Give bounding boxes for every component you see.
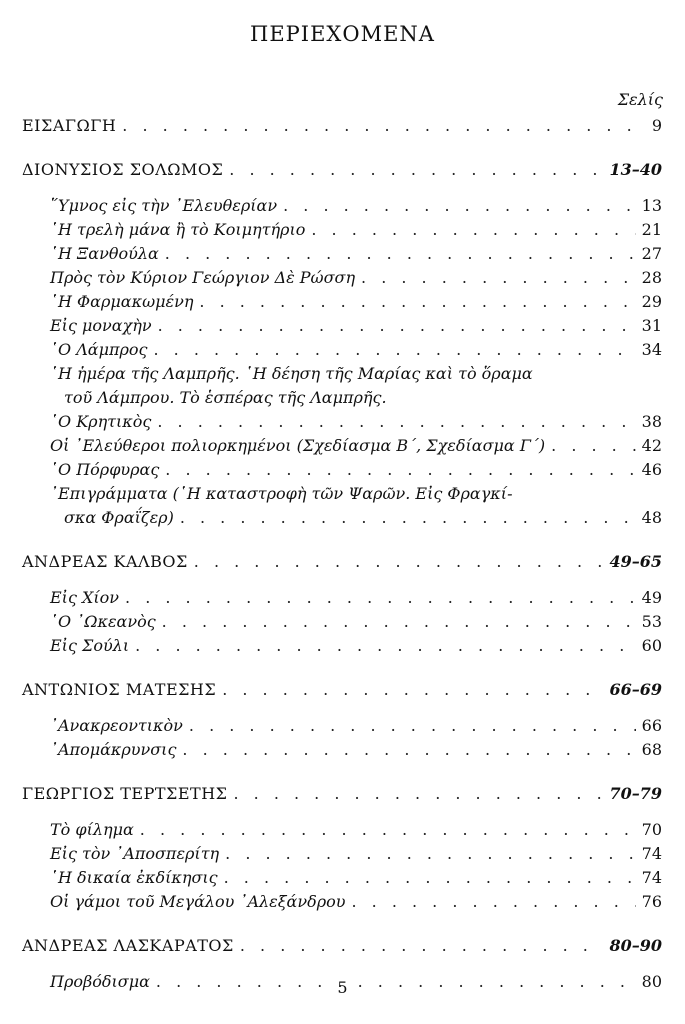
page-title: ΠΕΡΙΕΧΟΜΕΝΑ xyxy=(250,22,435,46)
toc-entry[interactable]: Προβόδισμα . . . 80 xyxy=(22,970,662,994)
leader-dots xyxy=(122,114,646,138)
toc-entry[interactable]: ῾Ο Πόρφυρας . . . 46 xyxy=(22,458,662,482)
toc-section-solomos[interactable]: ΔΙΟΝΥΣΙΟΣ ΣΟΛΩΜΟΣ . . . 13–40 xyxy=(22,158,662,182)
toc-entry[interactable]: ῾Η Φαρμακωμένη . . . 29 xyxy=(22,290,662,314)
page-number: 5 xyxy=(337,978,348,997)
toc-entry[interactable]: Τὸ φίλημα . . . 70 xyxy=(22,818,662,842)
toc-entry[interactable]: Πρὸς τὸν Κύριον Γεώργιον Δὲ Ρώσση . . . 28 xyxy=(22,266,662,290)
toc-entry[interactable]: Εἰς τὸν ᾿Αποσπερίτη . . . 74 xyxy=(22,842,662,866)
toc-entry[interactable]: Οἱ ᾿Ελεύθεροι πολιορκημένοι (Σχεδίασμα Β΄, Σχεδίασμα Γ΄) . . . 42 xyxy=(22,434,662,458)
toc-entry[interactable]: Οἱ γάμοι τοῦ Μεγάλου ᾿Αλεξάνδρου . . . 76 xyxy=(22,890,662,914)
toc-entry[interactable]: ῞Υμνος εἰς τὴν ᾿Ελευθερίαν . . . 13 xyxy=(22,194,662,218)
toc-entry[interactable]: Εἰς Σούλι . . . 60 xyxy=(22,634,662,658)
toc-entry-continuation[interactable]: σκα Φραΐζερ) . . . 48 xyxy=(22,506,662,530)
toc-entry-multiline[interactable]: ᾿Επιγράμματα (῾Η καταστροφὴ τῶν Ψαρῶν. Εἰς Φραγκί- xyxy=(50,484,513,503)
toc-entry[interactable]: ᾿Απομάκρυνσις . . . 68 xyxy=(22,738,662,762)
toc-entry-multiline[interactable]: ῾Η ἡμέρα τῆς Λαμπρῆς. ῾Η δέηση τῆς Μαρίας καὶ τὸ ὅραμα τοῦ Λάμπρου. Τὸ ἑσπέρας τῆς Λαμπρῆς. xyxy=(50,364,533,407)
toc-section-matesis[interactable]: ΑΝΤΩΝΙΟΣ ΜΑΤΕΣΗΣ . . . 66–69 xyxy=(22,678,662,702)
toc-section-laskaratos[interactable]: ΑΝΔΡΕΑΣ ΛΑΣΚΑΡΑΤΟΣ . . . 80–90 xyxy=(22,934,662,958)
toc-entry[interactable]: ῾Η Ξανθούλα . . . 27 xyxy=(22,242,662,266)
toc-entry[interactable]: ῾Η τρελὴ μάνα ἢ τὸ Κοιμητήριο . . . 21 xyxy=(22,218,662,242)
toc-section-kalvos[interactable]: ΑΝΔΡΕΑΣ ΚΑΛΒΟΣ . . . 49–65 xyxy=(22,550,662,574)
toc-entry[interactable]: ῾Ο Κρητικὸς . . . 38 xyxy=(22,410,662,434)
toc-entry[interactable]: Εἰς μοναχὴν . . . 31 xyxy=(22,314,662,338)
table-of-contents xyxy=(22,114,662,994)
toc-section-tertsetis[interactable]: ΓΕΩΡΓΙΟΣ ΤΕΡΤΣΕΤΗΣ . . . 70–79 xyxy=(22,782,662,806)
toc-entry[interactable]: ῾Ο ᾿Ωκεανὸς . . . 53 xyxy=(22,610,662,634)
toc-entry[interactable]: Εἰς Χίον . . . 49 xyxy=(22,586,662,610)
pages-column-header: Σελίς xyxy=(617,90,663,109)
toc-entry-intro[interactable]: ΕΙΣΑΓΩΓΗ . . . 9 xyxy=(22,114,662,138)
toc-entry[interactable]: ῾Ο Λάμπρος . . . 34 xyxy=(22,338,662,362)
toc-entry[interactable]: ῾Η δικαία ἐκδίκησις . . . 74 xyxy=(22,866,662,890)
toc-entry[interactable]: ᾿Ανακρεοντικὸν . . . 66 xyxy=(22,714,662,738)
leader-dots xyxy=(229,158,603,182)
